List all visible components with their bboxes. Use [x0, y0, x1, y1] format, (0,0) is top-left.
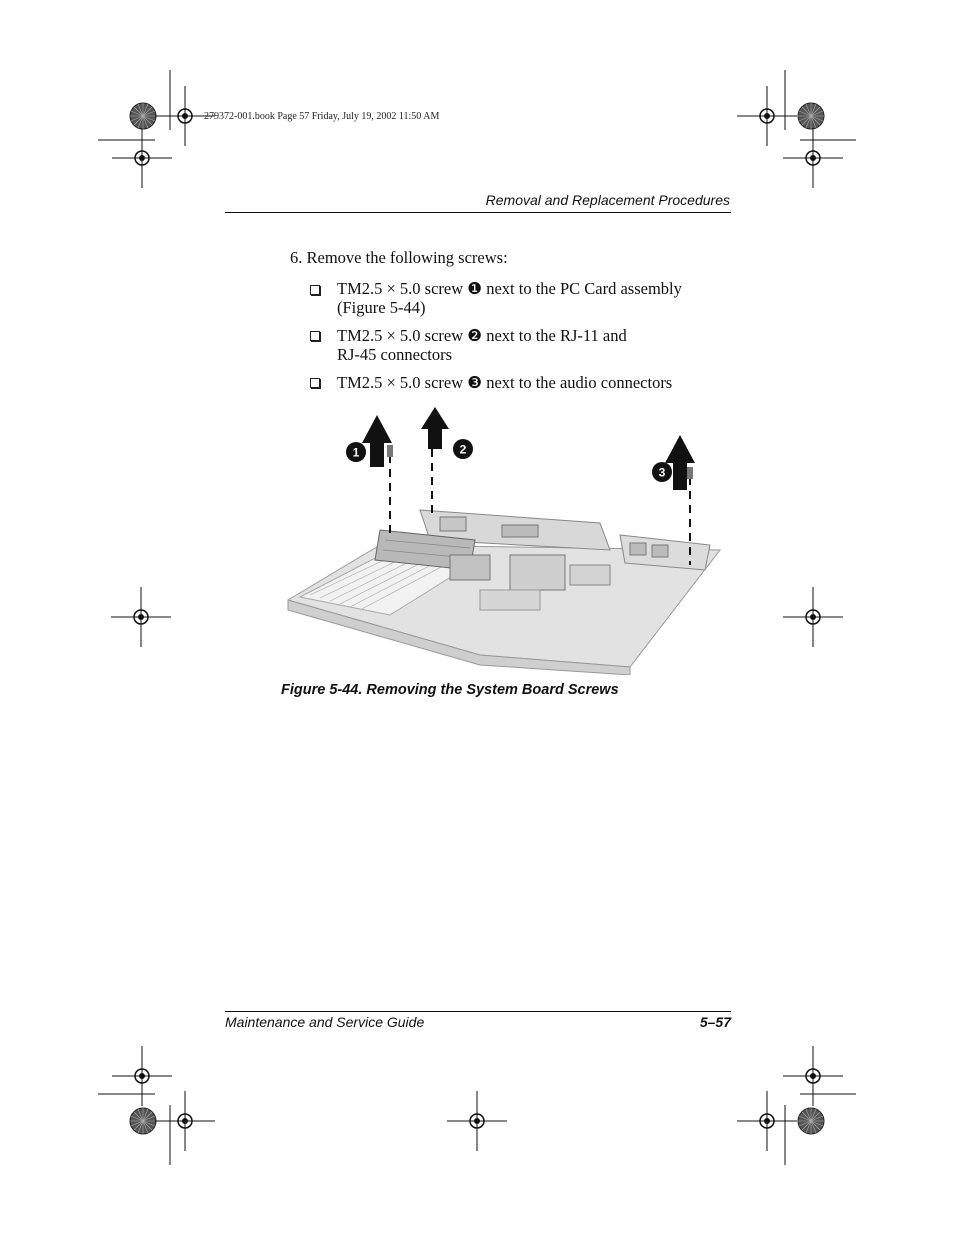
- checkbox-bullet-icon: [310, 378, 320, 388]
- list-item: TM2.5 × 5.0 screw ❸ next to the audio connectors: [337, 373, 673, 392]
- arrow-up-icon: [362, 415, 392, 467]
- checkbox-bullet-icon: [310, 285, 320, 295]
- svg-text:1: 1: [352, 445, 360, 460]
- page-number: 5–57: [699, 1014, 731, 1030]
- checkbox-bullet-icon: [310, 331, 320, 341]
- print-slug: 279372-001.book Page 57 Friday, July 19, 2002 11:50 AM: [204, 111, 440, 122]
- header-rule: [225, 212, 731, 213]
- running-header: Removal and Replacement Procedures: [485, 192, 730, 208]
- list-item: TM2.5 × 5.0 screw ❷ next to the RJ-11 and RJ-45 connectors: [337, 326, 627, 364]
- system-board-figure: [280, 405, 730, 675]
- callout-3: [652, 462, 672, 482]
- footer-title: Maintenance and Service Guide: [225, 1014, 425, 1030]
- svg-text:3: 3: [658, 465, 666, 480]
- footer-rule: [225, 1011, 731, 1012]
- list-item: TM2.5 × 5.0 screw ❶ next to the PC Card assembly (Figure 5-44): [337, 279, 682, 317]
- callout-2: [453, 439, 473, 459]
- svg-text:2: 2: [459, 442, 467, 457]
- figure-caption: Figure 5-44. Removing the System Board Screws: [281, 682, 619, 698]
- step-6-label: 6. Remove the following screws:: [290, 248, 508, 267]
- arrow-up-icon: [421, 407, 449, 449]
- callout-1: [346, 442, 366, 462]
